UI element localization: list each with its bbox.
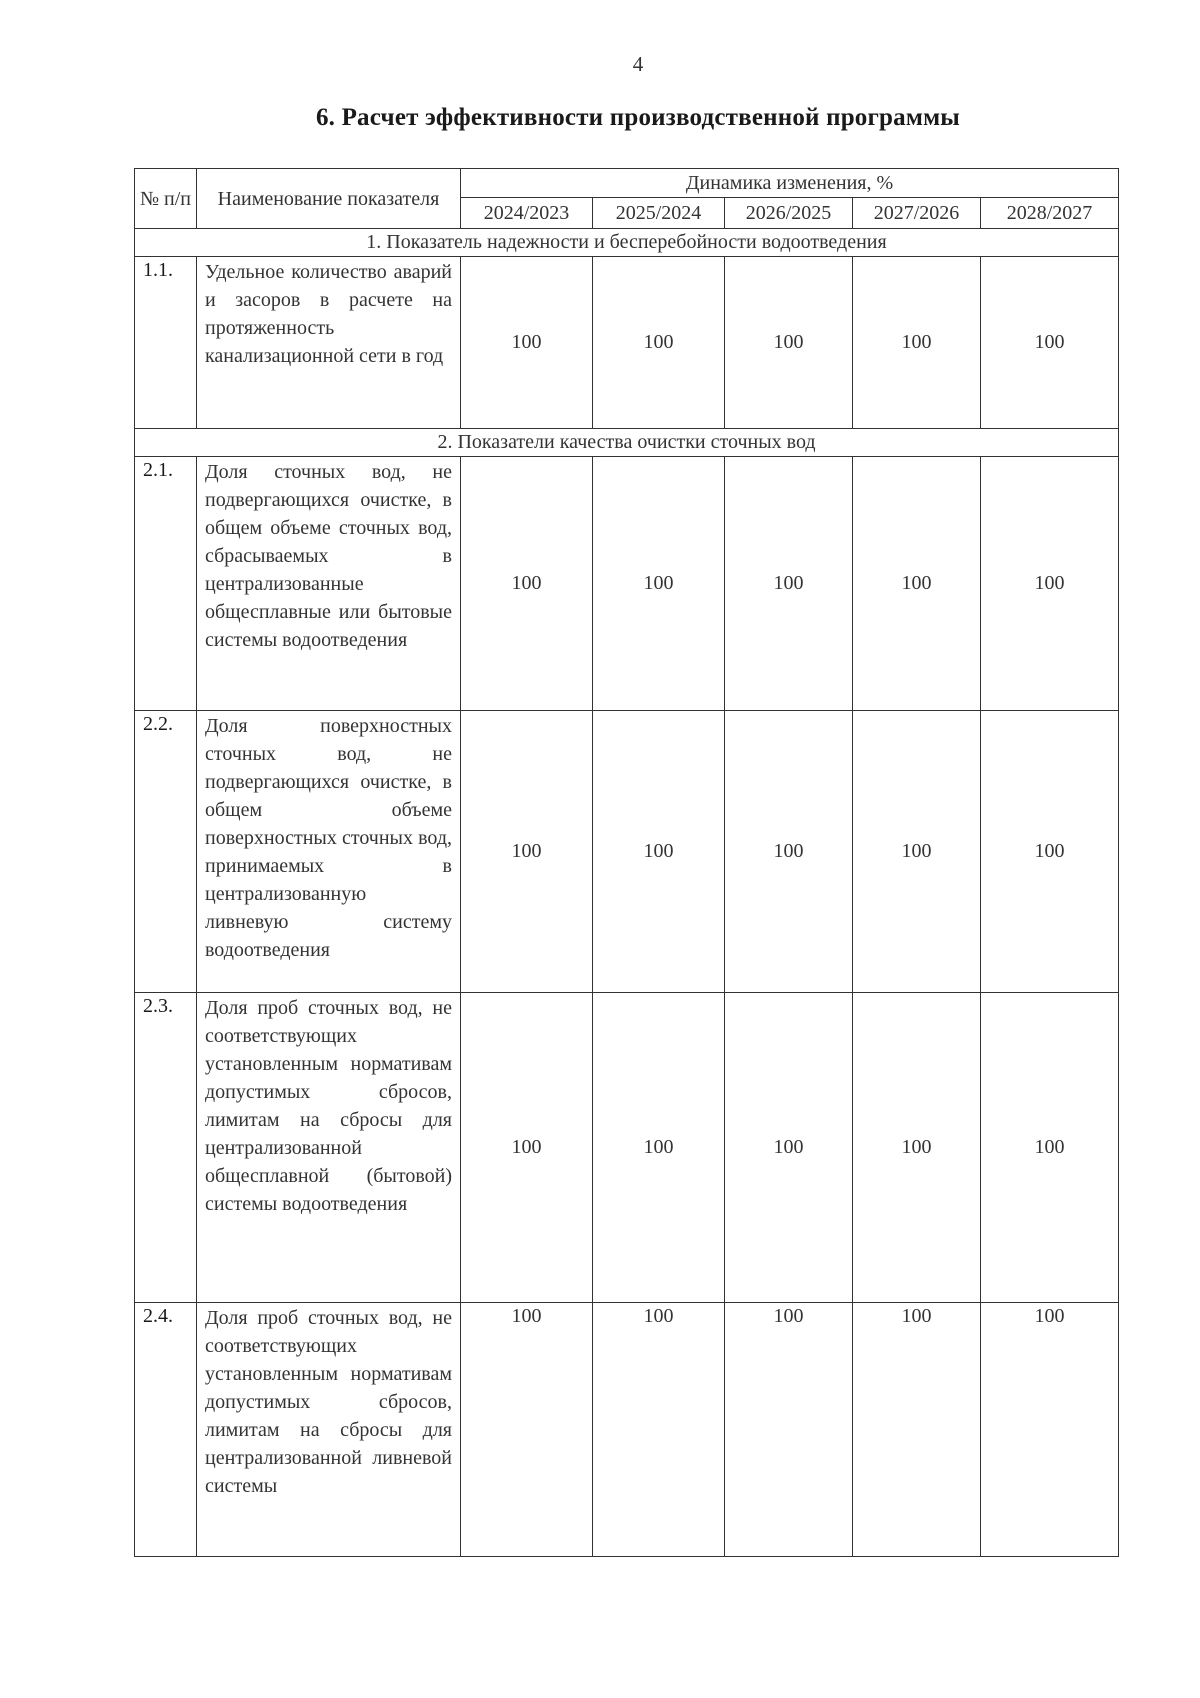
row-number: 2.4. xyxy=(135,1303,197,1557)
value-cell: 100 xyxy=(593,993,725,1303)
indicator-name: Доля поверхностных сточных вод, не подвергающихся очистке, в общем объеме поверхностных сточных вод, принимаемых в централизованную ливневую систему водоотведения xyxy=(197,711,461,993)
section-title: 1. Показатель надежности и бесперебойности водоотведения xyxy=(135,229,1119,257)
row-number: 1.1. xyxy=(135,257,197,429)
page-title: 6. Расчет эффективности производственной программы xyxy=(315,104,961,131)
value-cell: 100 xyxy=(981,993,1119,1303)
header-num xyxy=(135,169,197,229)
value-cell: 100 xyxy=(725,457,853,711)
header-year: 2026/2025 xyxy=(725,198,853,229)
value-cell: 100 xyxy=(853,257,981,429)
value-cell: 100 xyxy=(593,711,725,993)
value-cell: 100 xyxy=(853,457,981,711)
header-year: 2027/2026 xyxy=(853,198,981,229)
section-heading-row xyxy=(135,429,1119,457)
indicator-name: Удельное количество аварий и засоров в расчете на протяженность канализационной сети в год xyxy=(197,257,461,429)
indicator-name: Доля сточных вод, не подвергающихся очистке, в общем объеме сточных вод, сбрасываемых в централизованные общесплавные или бытовые системы водоотведения xyxy=(197,457,461,711)
value-cell: 100 xyxy=(725,711,853,993)
value-cell: 100 xyxy=(725,993,853,1303)
table-row xyxy=(135,457,1119,711)
value-cell: 100 xyxy=(461,993,593,1303)
header-year: 2024/2023 xyxy=(461,198,593,229)
row-number: 2.3. xyxy=(135,993,197,1303)
value-cell: 100 xyxy=(853,1303,981,1557)
value-cell: 100 xyxy=(853,993,981,1303)
section-title: 2. Показатели качества очистки сточных вод xyxy=(135,429,1119,457)
value-cell: 100 xyxy=(981,711,1119,993)
row-number: 2.2. xyxy=(135,711,197,993)
table-row xyxy=(135,1303,1119,1557)
row-number: 2.1. xyxy=(135,457,197,711)
value-cell: 100 xyxy=(981,457,1119,711)
table-row xyxy=(135,257,1119,429)
value-cell: 100 xyxy=(593,1303,725,1557)
value-cell: 100 xyxy=(981,1303,1119,1557)
value-cell: 100 xyxy=(461,1303,593,1557)
page-number: 4 xyxy=(632,52,644,76)
value-cell: 100 xyxy=(981,257,1119,429)
table-row xyxy=(135,993,1119,1303)
section-heading-row xyxy=(135,229,1119,257)
value-cell: 100 xyxy=(461,711,593,993)
header-row-1 xyxy=(135,169,1119,198)
value-cell: 100 xyxy=(725,1303,853,1557)
header-dynamics: Динамика изменения, % xyxy=(461,169,1119,198)
table-row xyxy=(135,711,1119,993)
indicator-name: Доля проб сточных вод, не соответствующих установленным нормативам допустимых сбросов, лимитам на сбросы для централизованной общесплавной (бытовой) системы водоотведения xyxy=(197,993,461,1303)
value-cell: 100 xyxy=(593,257,725,429)
value-cell: 100 xyxy=(461,457,593,711)
header-year: 2025/2024 xyxy=(593,198,725,229)
header-name xyxy=(197,169,461,229)
header-name-label: Наименование показателя xyxy=(217,187,440,210)
header-num-label: № п/п xyxy=(139,187,192,210)
indicator-name: Доля проб сточных вод, не соответствующих установленным нормативам допустимых сбросов, лимитам на сбросы для централизованной ливневой системы xyxy=(197,1303,461,1557)
value-cell: 100 xyxy=(593,457,725,711)
efficiency-table xyxy=(134,168,1119,1557)
value-cell: 100 xyxy=(725,257,853,429)
header-year: 2028/2027 xyxy=(981,198,1119,229)
value-cell: 100 xyxy=(461,257,593,429)
value-cell: 100 xyxy=(853,711,981,993)
